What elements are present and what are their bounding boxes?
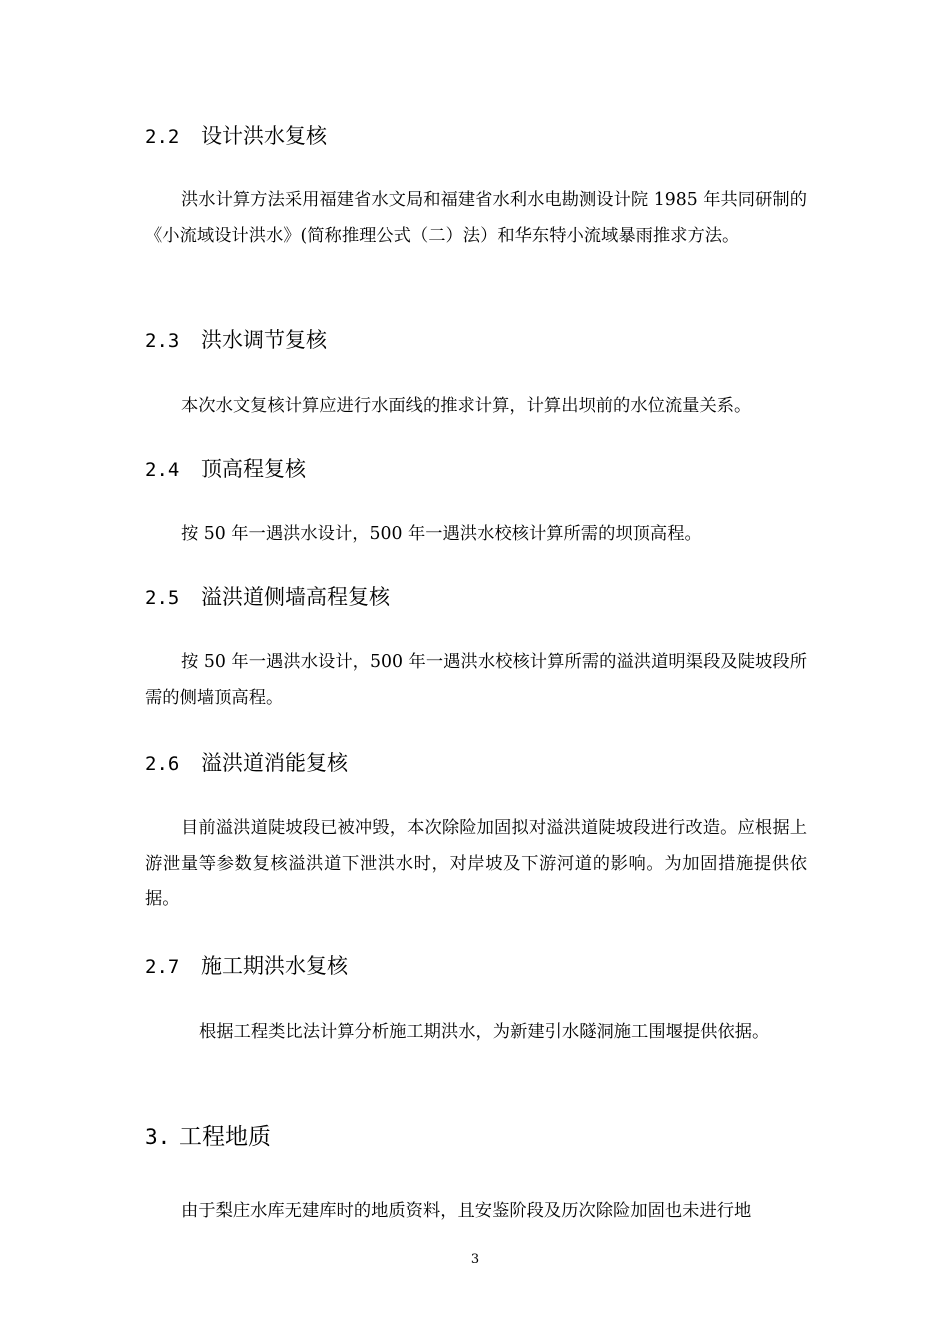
section-body-2-7: 根据工程类比法计算分析施工期洪水，为新建引水隧洞施工围堰提供依据。 xyxy=(199,1022,770,1042)
section-body-2-3: 本次水文复核计算应进行水面线的推求计算，计算出坝前的水位流量关系。 xyxy=(181,396,752,416)
page-number: 3 xyxy=(470,1252,480,1267)
section-title: 顶高程复核 xyxy=(201,457,306,481)
chapter-body-3: 由于梨庄水库无建库时的地质资料，且安鉴阶段及历次除险加固也未进行地 xyxy=(181,1201,752,1221)
section-body-2-4: 按 50 年一遇洪水设计，500 年一遇洪水校核计算所需的坝顶高程。 xyxy=(181,524,702,544)
section-number: 2.6 xyxy=(145,753,180,775)
chapter-number: 3. xyxy=(145,1125,171,1149)
section-number: 2.3 xyxy=(145,330,180,352)
section-title: 洪水调节复核 xyxy=(201,328,327,352)
chapter-title: 工程地质 xyxy=(179,1124,271,1150)
section-number: 2.5 xyxy=(145,587,180,609)
section-title: 设计洪水复核 xyxy=(201,124,327,148)
section-heading-2-7 xyxy=(145,952,348,981)
section-heading-2-6 xyxy=(145,749,348,778)
section-heading-2-2 xyxy=(145,122,327,151)
section-heading-2-4 xyxy=(145,455,306,484)
section-title: 溢洪道消能复核 xyxy=(201,751,348,775)
section-body-2-6: 目前溢洪道陡坡段已被冲毁，本次除险加固拟对溢洪道陡坡段进行改造。应根据上游泄量等参数复核溢洪道下泄洪水时，对岸坡及下游河道的影响。为加固措施提供依据。 xyxy=(145,818,807,909)
section-body-2-5: 按 50 年一遇洪水设计，500 年一遇洪水校核计算所需的溢洪道明渠段及陡坡段所需的侧墙顶高程。 xyxy=(145,652,807,708)
section-number: 2.7 xyxy=(145,956,180,978)
section-body-2-2: 洪水计算方法采用福建省水文局和福建省水利水电勘测设计院 1985 年共同研制的《小流域设计洪水》(简称推理公式（二）法）和华东特小流域暴雨推求方法。 xyxy=(145,190,807,246)
section-heading-2-5 xyxy=(145,583,390,612)
section-heading-2-3 xyxy=(145,326,327,355)
section-title: 溢洪道侧墙高程复核 xyxy=(201,585,390,609)
section-title: 施工期洪水复核 xyxy=(201,954,348,978)
section-number: 2.4 xyxy=(145,459,180,481)
section-number: 2.2 xyxy=(145,126,180,148)
chapter-heading-3 xyxy=(145,1122,271,1152)
